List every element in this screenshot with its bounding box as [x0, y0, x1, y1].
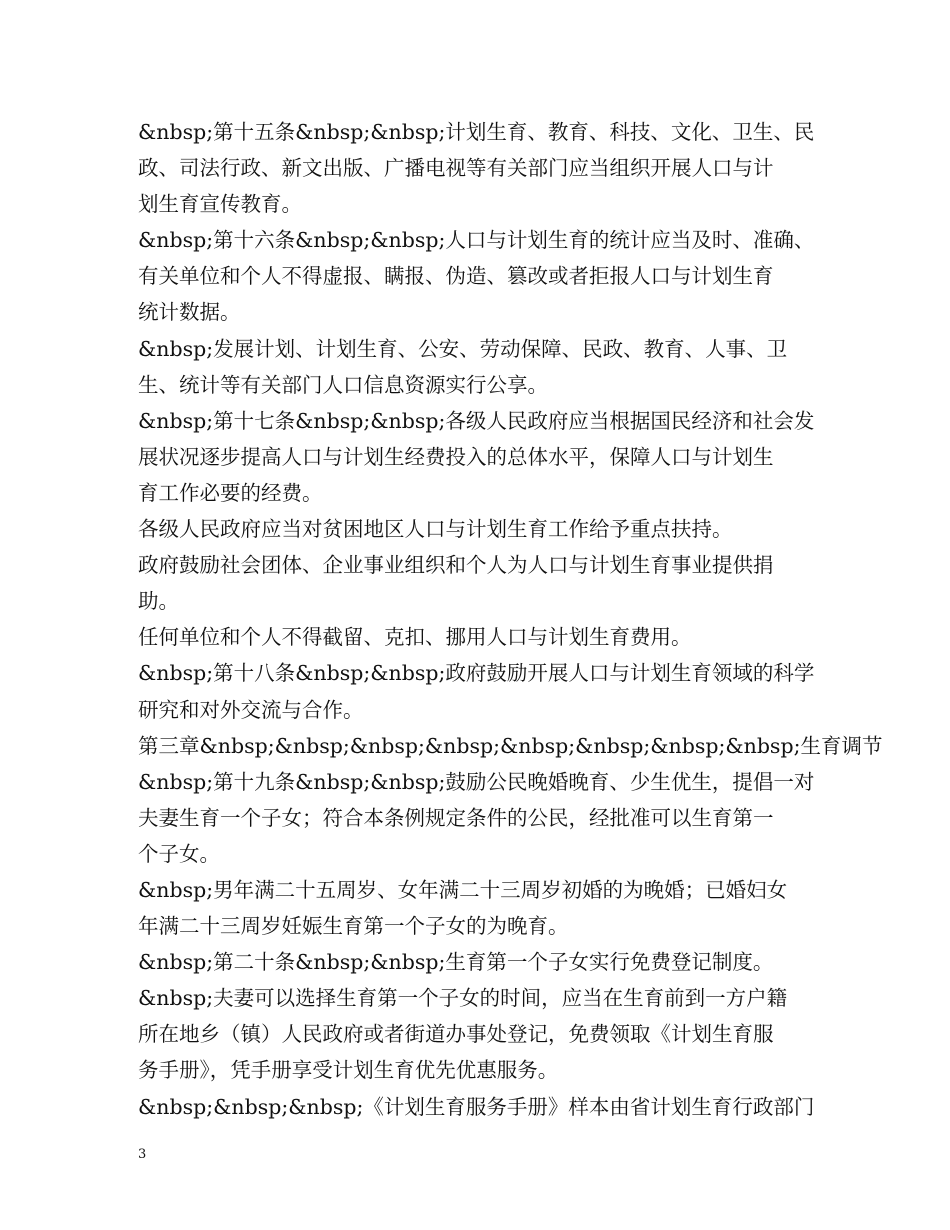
text-line: 夫妻生育一个子女；符合本条例规定条件的公民，经批准可以生育第一	[138, 805, 774, 830]
text-line: 助。	[138, 589, 179, 614]
text-line: 各级人民政府应当对贫困地区人口与计划生育工作给予重点扶持。	[138, 517, 733, 542]
text-line: &nbsp;&nbsp;&nbsp;《计划生育服务手册》样本由省计划生育行政部门	[138, 1094, 815, 1119]
text-line: 研究和对外交流与合作。	[138, 697, 364, 722]
text-line: 政、司法行政、新文出版、广播电视等有关部门应当组织开展人口与计	[138, 156, 774, 181]
text-line: &nbsp;发展计划、计划生育、公安、劳动保障、民政、教育、人事、卫	[138, 336, 788, 361]
page-number: 3	[138, 1147, 147, 1162]
text-line: &nbsp;第二十条&nbsp;&nbsp;生育第一个子女实行免费登记制度。	[138, 950, 774, 975]
text-line: &nbsp;夫妻可以选择生育第一个子女的时间，应当在生育前到一方户籍	[138, 986, 788, 1011]
text-line: 任何单位和个人不得截留、克扣、挪用人口与计划生育费用。	[138, 625, 692, 650]
text-line: 务手册》，凭手册享受计划生育优先优惠服务。	[138, 1058, 559, 1083]
text-line: 育工作必要的经费。	[138, 480, 323, 505]
text-line: 有关单位和个人不得虚报、瞒报、伪造、篡改或者拒报人口与计划生育	[138, 264, 774, 289]
text-line: 划生育宣传教育。	[138, 192, 302, 217]
text-line: 所在地乡（镇）人民政府或者街道办事处登记，免费领取《计划生育服	[138, 1022, 774, 1047]
text-line: 统计数据。	[138, 300, 241, 325]
text-line: 展状况逐步提高人口与计划生经费投入的总体水平，保障人口与计划生	[138, 444, 774, 469]
text-line: 政府鼓励社会团体、企业事业组织和个人为人口与计划生育事业提供捐	[138, 553, 774, 578]
text-line: 年满二十三周岁妊娠生育第一个子女的为晚育。	[138, 914, 569, 939]
text-line: &nbsp;第十六条&nbsp;&nbsp;人口与计划生育的统计应当及时、准确、	[138, 228, 815, 253]
text-line: &nbsp;第十七条&nbsp;&nbsp;各级人民政府应当根据国民经济和社会发	[138, 408, 815, 433]
text-line: &nbsp;第十九条&nbsp;&nbsp;鼓励公民晚婚晚育、少生优生，提倡一对	[138, 769, 815, 794]
text-line: &nbsp;男年满二十五周岁、女年满二十三周岁初婚的为晚婚；已婚妇女	[138, 877, 788, 902]
text-line: 生、统计等有关部门人口信息资源实行公享。	[138, 372, 548, 397]
chapter-heading: 第三章&nbsp;&nbsp;&nbsp;&nbsp;&nbsp;&nbsp;&nbsp;&nbsp;生育调节	[138, 733, 883, 758]
body-text	[138, 114, 883, 1125]
text-line: 个子女。	[138, 841, 220, 866]
text-line: &nbsp;第十五条&nbsp;&nbsp;计划生育、教育、科技、文化、卫生、民	[138, 120, 815, 144]
text-line: &nbsp;第十八条&nbsp;&nbsp;政府鼓励开展人口与计划生育领域的科学	[138, 661, 815, 686]
